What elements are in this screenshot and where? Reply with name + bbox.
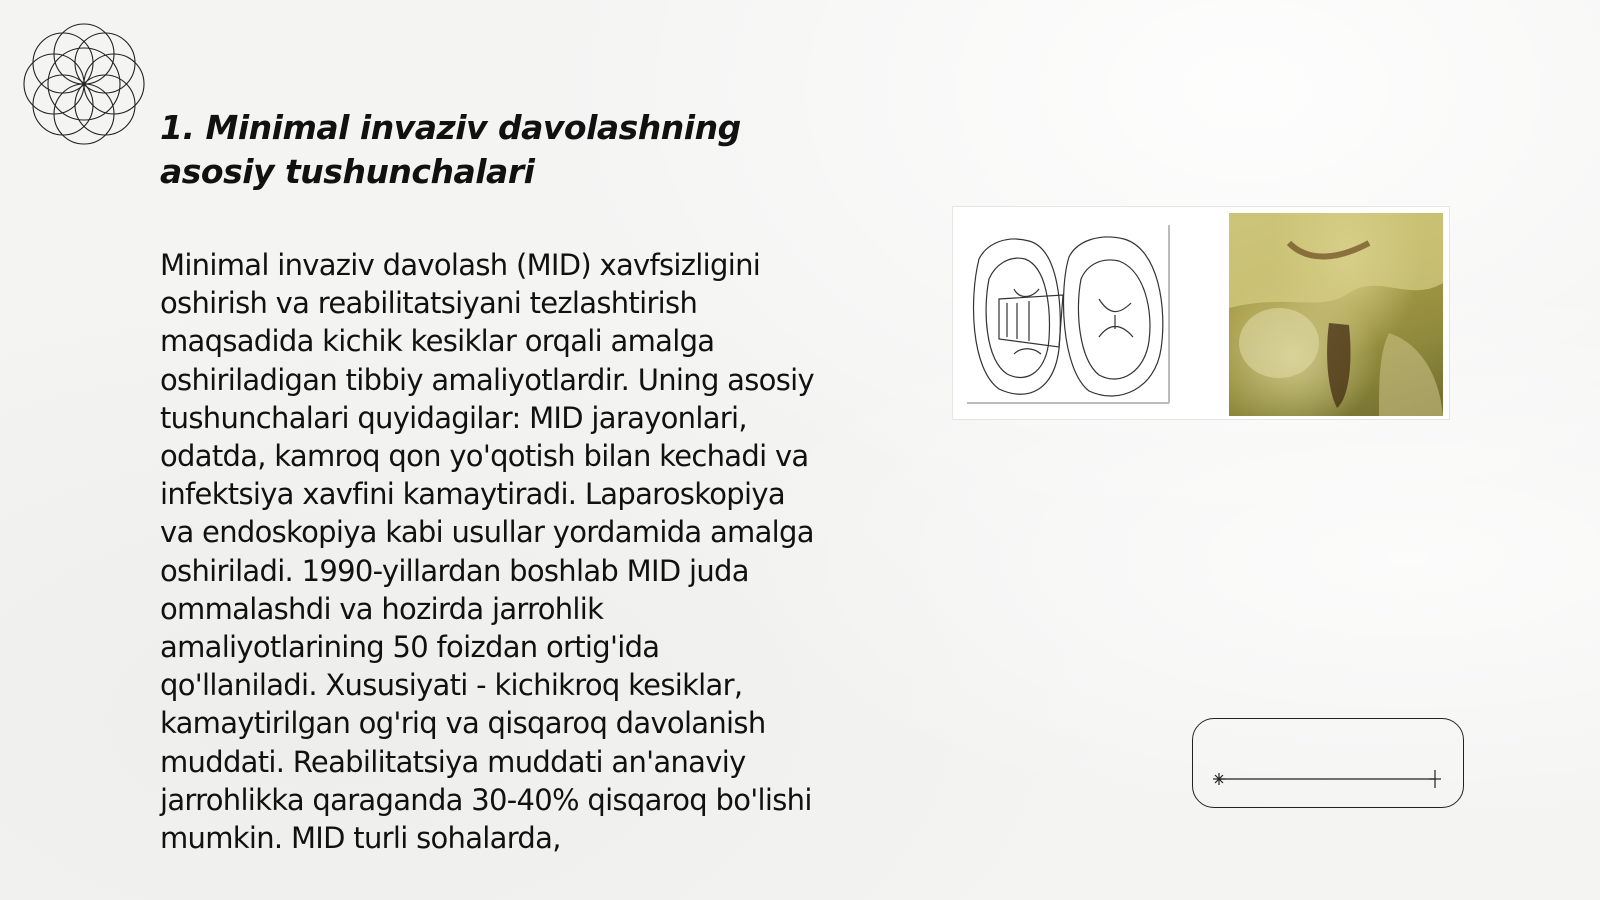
tooth-cavity-photo [1229, 213, 1443, 416]
tooth-cavity-diagram [959, 219, 1173, 405]
slide-body-text: Minimal invaziv davolash (MID) xavfsizligini oshirish va reabilitatsiyani tezlashtirish maqsadida kichik kesiklar orqali amalga oshiriladigan tibbiy amaliyotlardir. Uning asosiy tushunchalari quyidagilar: MID jarayonlari, odatda, kamroq qon yo'qotish bilan kechadi va infektsiya xavfini kamaytiradi. Laparoskopiya va endoskopiya kabi usullar yordamida amalga oshiriladi. 1990-yillardan boshlab MID juda ommalashdi va hozirda jarrohlik amaliyotlarining 50 foizdan ortig'ida qo'llaniladi. Xususiyati - kichikroq kesiklar, kamaytirilgan og'riq va qisqaroq davolanish muddati. Reabilitatsiya muddati an'anaviy jarrohlikka qaraganda 30-40% qisqaroq bo'lishi mumkin. MID turli sohalarda, [160, 248, 814, 856]
decorative-frame [1192, 718, 1464, 808]
tooth-images-panel [952, 206, 1450, 420]
plus-star-icon [1429, 770, 1441, 788]
slide-title: 1. Minimal invaziv davolashning asosiy tushunchalari [160, 108, 741, 191]
sparkle-icon [1213, 773, 1225, 785]
decorative-line [1211, 769, 1443, 789]
interlocking-circles-logo-icon [8, 8, 160, 160]
